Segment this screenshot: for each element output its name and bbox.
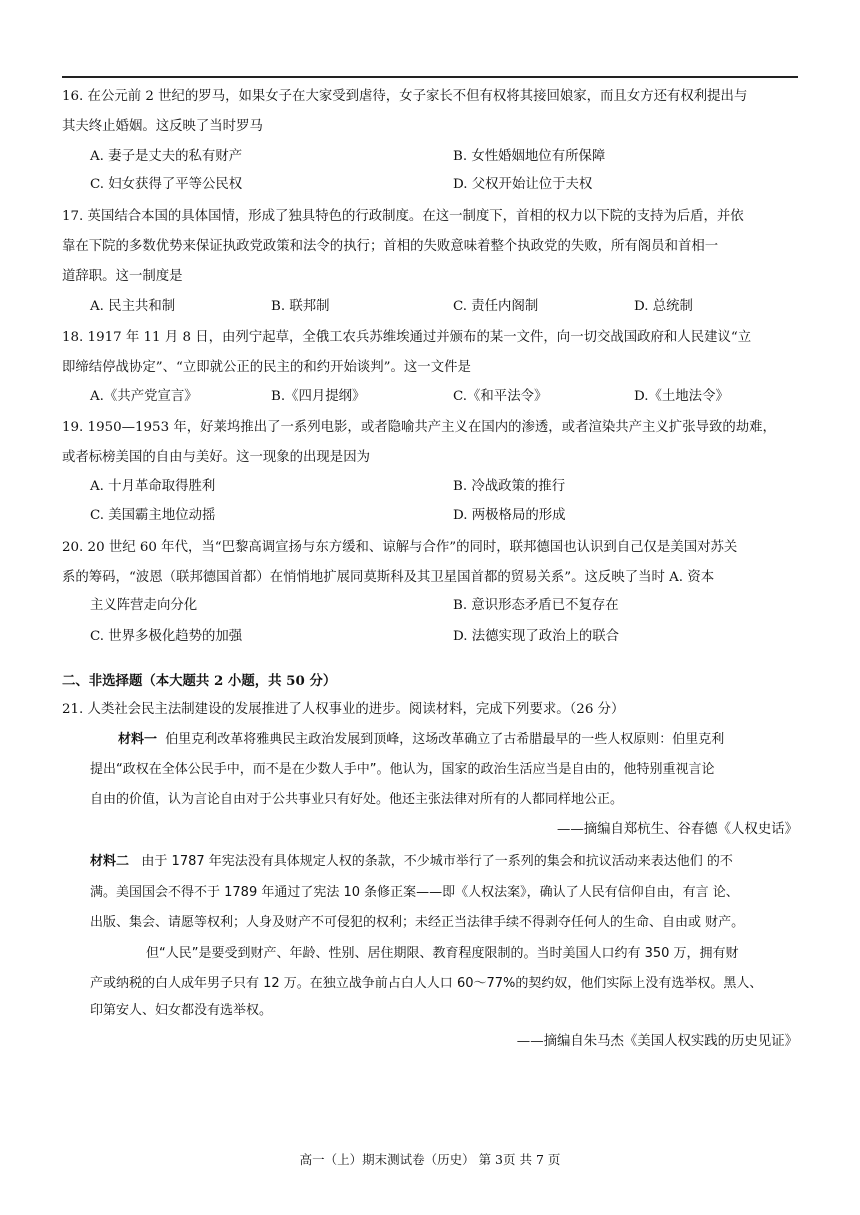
q20-stem-line1: 20. 20 世纪 60 年代，当“巴黎高调宣扬与东方缓和、谅解与合作”的同时，联邦德国也认识到自己仅是美国对苏关 bbox=[62, 540, 738, 555]
material1-line3: 自由的价值，认为言论自由对于公共事业只有好处。他还主张法律对所有的人都同样地公正。 bbox=[90, 792, 624, 807]
material2-text-line1: 由于 1787 年宪法没有具体规定人权的条款，不少城市举行了一系列的集会和抗议活动来表达他们 的不 bbox=[141, 854, 733, 869]
q20-option-c: C. 世界多极化趋势的加强 bbox=[90, 629, 243, 644]
q18-stem-line2: 即缔结停战协定”、“立即就公正的民主的和约开始谈判”。这一文件是 bbox=[62, 360, 471, 375]
q20-stem-line2: 系的筹码，“波恩（联邦德国首都）在悄悄地扩展同莫斯科及其卫星国首都的贸易关系”。这反映了当时 A. 资本 bbox=[62, 570, 715, 585]
q20-option-b: B. 意识形态矛盾已不复存在 bbox=[453, 598, 619, 613]
q16-option-a: A. 妻子是丈夫的私有财产 bbox=[90, 149, 243, 164]
q20-option-d: D. 法德实现了政治上的联合 bbox=[453, 629, 620, 644]
q19-option-b: B. 冷战政策的推行 bbox=[453, 479, 566, 494]
q17-option-a: A. 民主共和制 bbox=[90, 299, 176, 314]
q17-stem-line2: 靠在下院的多数优势来保证执政党政策和法令的执行；首相的失败意味着整个执政党的失败，所有阁员和首相一 bbox=[62, 239, 719, 254]
q19-option-a: A. 十月革命取得胜利 bbox=[90, 479, 216, 494]
page-footer: 高一（上）期末测试卷（历史） 第 3页 共 7 页 bbox=[299, 1152, 561, 1167]
material2-line1 bbox=[90, 853, 733, 871]
material1-line1 bbox=[118, 731, 724, 749]
q16-option-b: B. 女性婚姻地位有所保障 bbox=[453, 149, 606, 164]
q18-option-d: D.《土地法令》 bbox=[634, 389, 729, 404]
q17-stem-line1: 17. 英国结合本国的具体国情，形成了独具特色的行政制度。在这一制度下，首相的权力以下院的支持为后盾，并依 bbox=[62, 209, 744, 224]
material2-line6: 印第安人、妇女都没有选举权。 bbox=[90, 1003, 273, 1018]
q18-option-c: C.《和平法令》 bbox=[453, 389, 548, 404]
material1-text-line1: 伯里克利改革将雅典民主政治发展到顶峰，这场改革确立了古希腊最早的一些人权原则：伯里克利 bbox=[165, 732, 725, 747]
q16-option-d: D. 父权开始让位于夫权 bbox=[453, 177, 593, 192]
q20-stem-line3: 主义阵营走向分化 bbox=[90, 598, 198, 613]
q17-stem-line3: 道辞职。这一制度是 bbox=[62, 269, 183, 284]
q16-stem-line1: 16. 在公元前 2 世纪的罗马，如果女子在大家受到虐待，女子家长不但有权将其接回娘家，而且女方还有权利提出与 bbox=[62, 89, 748, 104]
q19-stem-line2: 或者标榜美国的自由与美好。这一现象的出现是因为 bbox=[62, 450, 370, 465]
material2-line3: 出版、集会、请愿等权利；人身及财产不可侵犯的权利；未经正当法律手续不得剥夺任何人的生命、自由或 财产。 bbox=[90, 915, 745, 930]
q17-option-c: C. 责任内阁制 bbox=[453, 299, 539, 314]
section2-heading: 二、非选择题（本大题共 2 小题，共 50 分） bbox=[62, 673, 337, 689]
q16-stem-line2: 其夫终止婚姻。这反映了当时罗马 bbox=[62, 119, 263, 134]
material1-label: 材料一 bbox=[118, 732, 158, 747]
q18-option-b: B.《四月提纲》 bbox=[271, 389, 366, 404]
material2-line2: 满。美国国会不得不于 1789 年通过了宪法 10 条修正案——即《人权法案》，确认了人民有信仰自由，有言 论、 bbox=[90, 885, 739, 900]
q21-intro: 21. 人类社会民主法制建设的发展推进了人权事业的进步。阅读材料，完成下列要求。（26 分） bbox=[62, 702, 625, 717]
q16-option-c: C. 妇女获得了平等公民权 bbox=[90, 177, 243, 192]
q19-option-d: D. 两极格局的形成 bbox=[453, 508, 566, 523]
q18-stem-line1: 18. 1917 年 11 月 8 日，由列宁起草，全俄工农兵苏维埃通过并颁布的某一文件，向一切交战国政府和人民建议“立 bbox=[62, 330, 752, 345]
material1-source: ——摘编自郑杭生、谷春德《人权史话》 bbox=[556, 822, 798, 837]
material1-line2: 提出“政权在全体公民手中，而不是在少数人手中”。他认为，国家的政治生活应当是自由的，他特别重视言论 bbox=[90, 762, 715, 777]
material2-source: ——摘编自朱马杰《美国人权实践的历史见证》 bbox=[516, 1034, 798, 1049]
q19-option-c: C. 美国霸主地位动摇 bbox=[90, 508, 216, 523]
top-rule bbox=[62, 76, 798, 78]
q17-option-d: D. 总统制 bbox=[634, 299, 693, 314]
material2-label: 材料二 bbox=[90, 854, 130, 869]
q17-option-b: B. 联邦制 bbox=[271, 299, 330, 314]
q19-stem-line1: 19. 1950—1953 年，好莱坞推出了一系列电影，或者隐喻共产主义在国内的渗透，或者渲染共产主义扩张导致的劫难， bbox=[62, 420, 776, 435]
material2-line4: 但“人民”是要受到财产、年龄、性别、居住期限、教育程度限制的。当时美国人口约有 350 万，拥有财 bbox=[146, 946, 739, 961]
q18-option-a: A.《共产党宣言》 bbox=[90, 389, 198, 404]
material2-line5: 产或纳税的白人成年男子只有 12 万。在独立战争前占白人人口 60～77%的契约奴，他们实际上没有选举权。黑人、 bbox=[90, 976, 763, 991]
